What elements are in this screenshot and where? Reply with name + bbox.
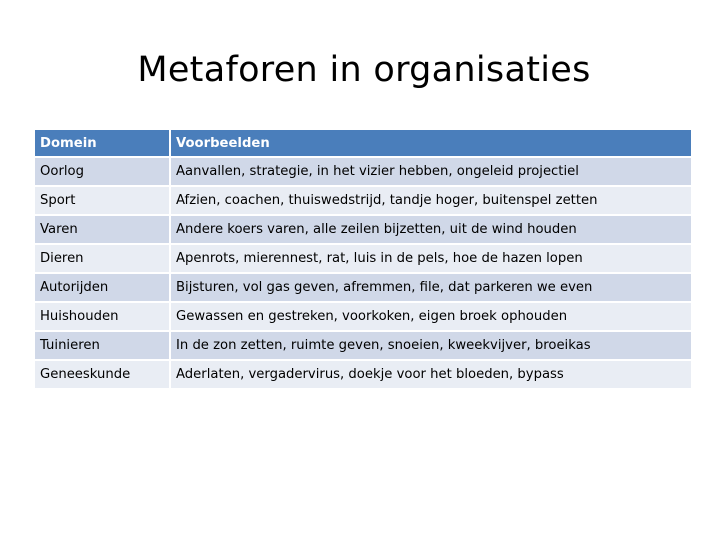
slide-title: Metaforen in organisaties	[137, 50, 591, 90]
cell-voorbeelden: Afzien, coachen, thuiswedstrijd, tandje hoger, buitenspel zetten	[170, 186, 692, 215]
table-row	[35, 273, 692, 302]
cell-domein: Varen	[35, 215, 170, 244]
table-row	[35, 331, 692, 360]
cell-domein: Sport	[35, 186, 170, 215]
cell-domein: Dieren	[35, 244, 170, 273]
cell-voorbeelden: Andere koers varen, alle zeilen bijzetten, uit de wind houden	[170, 215, 692, 244]
cell-voorbeelden: Apenrots, mierennest, rat, luis in de pels, hoe de hazen lopen	[170, 244, 692, 273]
table-header-row	[35, 130, 692, 157]
table-row	[35, 244, 692, 273]
table-row	[35, 186, 692, 215]
cell-voorbeelden: Bijsturen, vol gas geven, afremmen, file, dat parkeren we even	[170, 273, 692, 302]
cell-domein: Autorijden	[35, 273, 170, 302]
table-row	[35, 302, 692, 331]
table-row	[35, 360, 692, 389]
cell-voorbeelden: In de zon zetten, ruimte geven, snoeien, kweekvijver, broeikas	[170, 331, 692, 360]
cell-voorbeelden: Aderlaten, vergadervirus, doekje voor het bloeden, bypass	[170, 360, 692, 389]
cell-domein: Geneeskunde	[35, 360, 170, 389]
table-row	[35, 215, 692, 244]
metaphor-table	[35, 130, 693, 390]
column-header-voorbeelden: Voorbeelden	[170, 130, 692, 157]
cell-domein: Tuinieren	[35, 331, 170, 360]
cell-voorbeelden: Aanvallen, strategie, in het vizier hebben, ongeleid projectiel	[170, 157, 692, 186]
cell-domein: Huishouden	[35, 302, 170, 331]
cell-domein: Oorlog	[35, 157, 170, 186]
table-row	[35, 157, 692, 186]
column-header-domein: Domein	[35, 130, 170, 157]
cell-voorbeelden: Gewassen en gestreken, voorkoken, eigen broek ophouden	[170, 302, 692, 331]
